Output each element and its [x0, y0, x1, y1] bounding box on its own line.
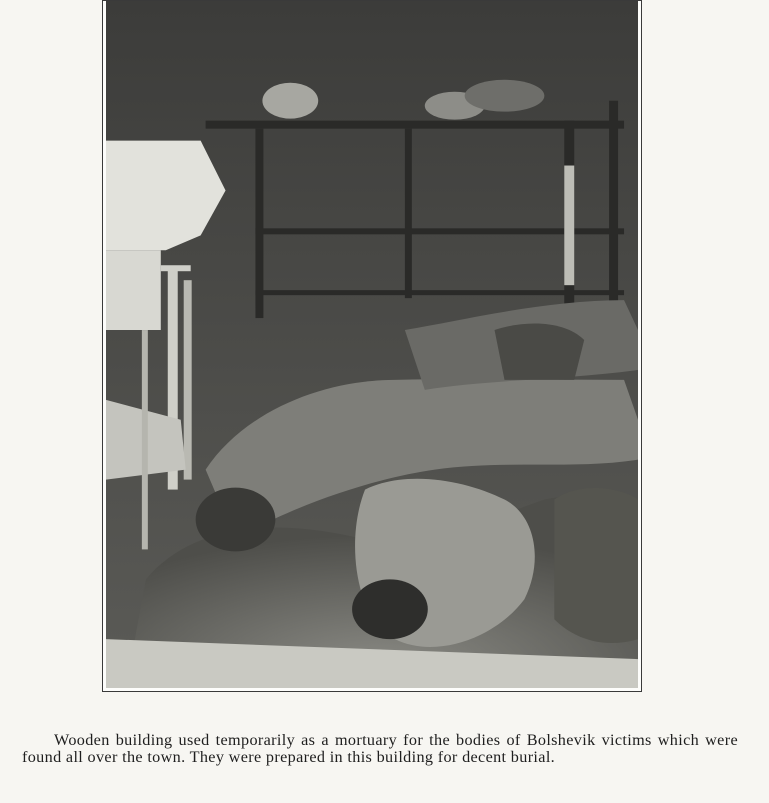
mortuary-photograph [106, 1, 638, 688]
figure-head-2 [352, 579, 428, 639]
photo-frame [102, 0, 642, 692]
photo-caption: Wooden building used temporarily as a mortuary for the bodies of Bolshevik victims which were found all over the town. They were prepared in this building for decent burial. [22, 731, 738, 766]
figure-head-1 [196, 488, 276, 552]
shelf-post-highlight [564, 166, 574, 286]
